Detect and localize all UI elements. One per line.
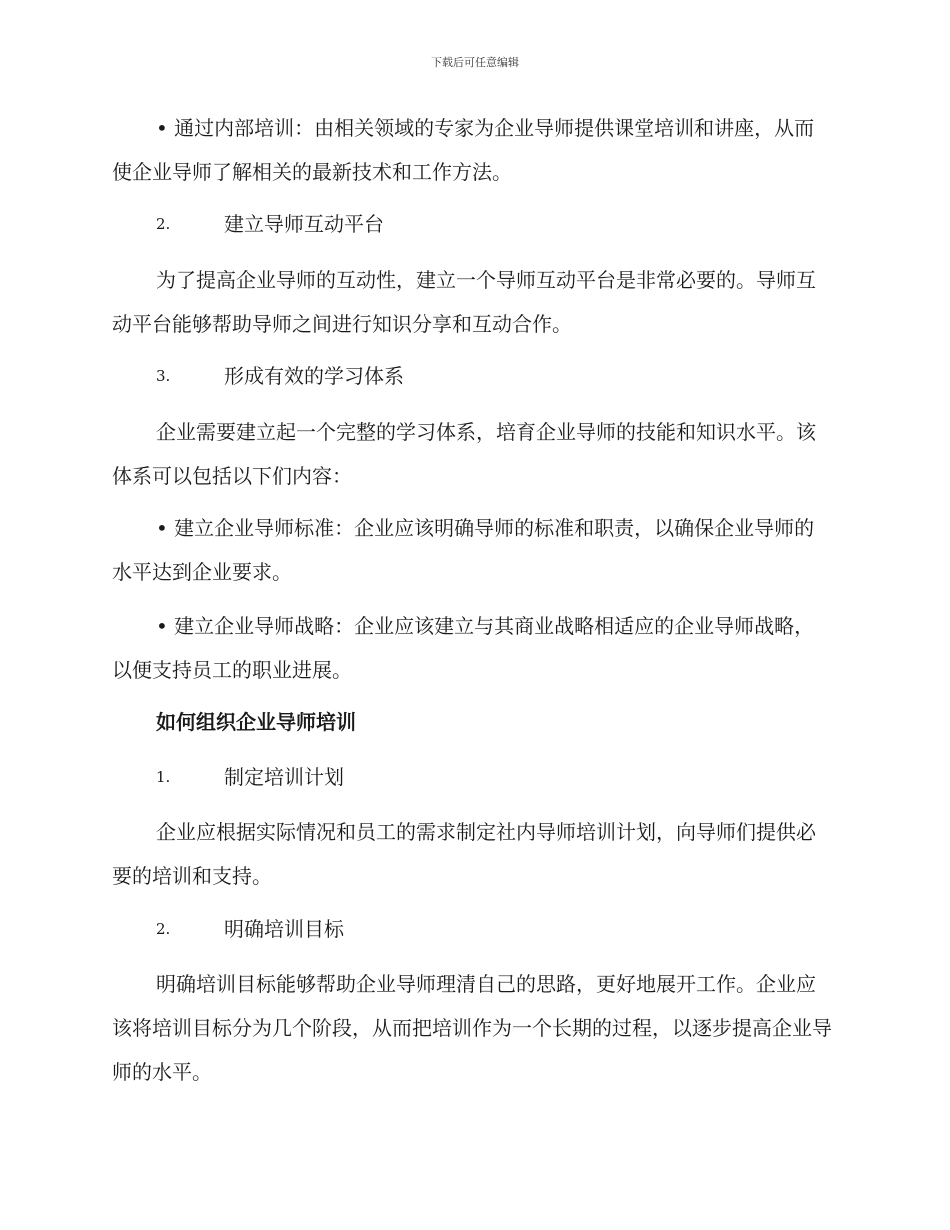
list-number: 3. (156, 367, 171, 385)
bullet-mentor-standard (112, 506, 832, 594)
list-number: 2. (156, 920, 171, 938)
paragraph-training-goals (112, 962, 832, 1094)
list-item-b2 (112, 907, 832, 951)
paragraph-training-plan (112, 810, 832, 898)
bullet-internal-training (112, 106, 832, 194)
page-header: 下载后可任意编辑 (431, 56, 519, 69)
list-title: 制定培训计划 (224, 765, 344, 789)
list-title: 建立导师互动平台 (224, 212, 384, 236)
paragraph-learning-system (112, 410, 832, 498)
section-heading-block (112, 700, 832, 744)
paragraph-interaction-platform (112, 258, 832, 346)
paragraph: 明确培训目标能够帮助企业导师理清自己的思路，更好地展开工作。企业应该将培训目标分为几个阶段，从而把培训作为一个长期的过程，以逐步提高企业导师的水平。 (112, 972, 832, 1084)
paragraph: • 通过内部培训：由相关领域的专家为企业导师提供课堂培训和讲座，从而使企业导师了解相关的最新技术和工作方法。 (112, 116, 815, 184)
section-heading: 如何组织企业导师培训 (156, 710, 356, 734)
list-title: 形成有效的学习体系 (224, 364, 404, 388)
list-title: 明确培训目标 (224, 917, 344, 941)
paragraph: 企业应根据实际情况和员工的需求制定社内导师培训计划，向导师们提供必要的培训和支持。 (112, 820, 816, 888)
list-item-2 (112, 202, 832, 246)
paragraph: • 建立企业导师战略：企业应该建立与其商业战略相适应的企业导师战略，以便支持员工的职业进展。 (112, 614, 815, 682)
list-item-3 (112, 354, 832, 398)
paragraph: 企业需要建立起一个完整的学习体系，培育企业导师的技能和知识水平。该体系可以包括以下们内容： (112, 420, 816, 488)
bullet-mentor-strategy (112, 604, 832, 692)
list-number: 2. (156, 215, 171, 233)
paragraph: 为了提高企业导师的互动性，建立一个导师互动平台是非常必要的。导师互动平台能够帮助导师之间进行知识分享和互动合作。 (112, 268, 816, 336)
list-item-b1 (112, 755, 832, 799)
paragraph: • 建立企业导师标准：企业应该明确导师的标准和职责，以确保企业导师的水平达到企业要求。 (112, 516, 815, 584)
list-number: 1. (156, 768, 171, 786)
